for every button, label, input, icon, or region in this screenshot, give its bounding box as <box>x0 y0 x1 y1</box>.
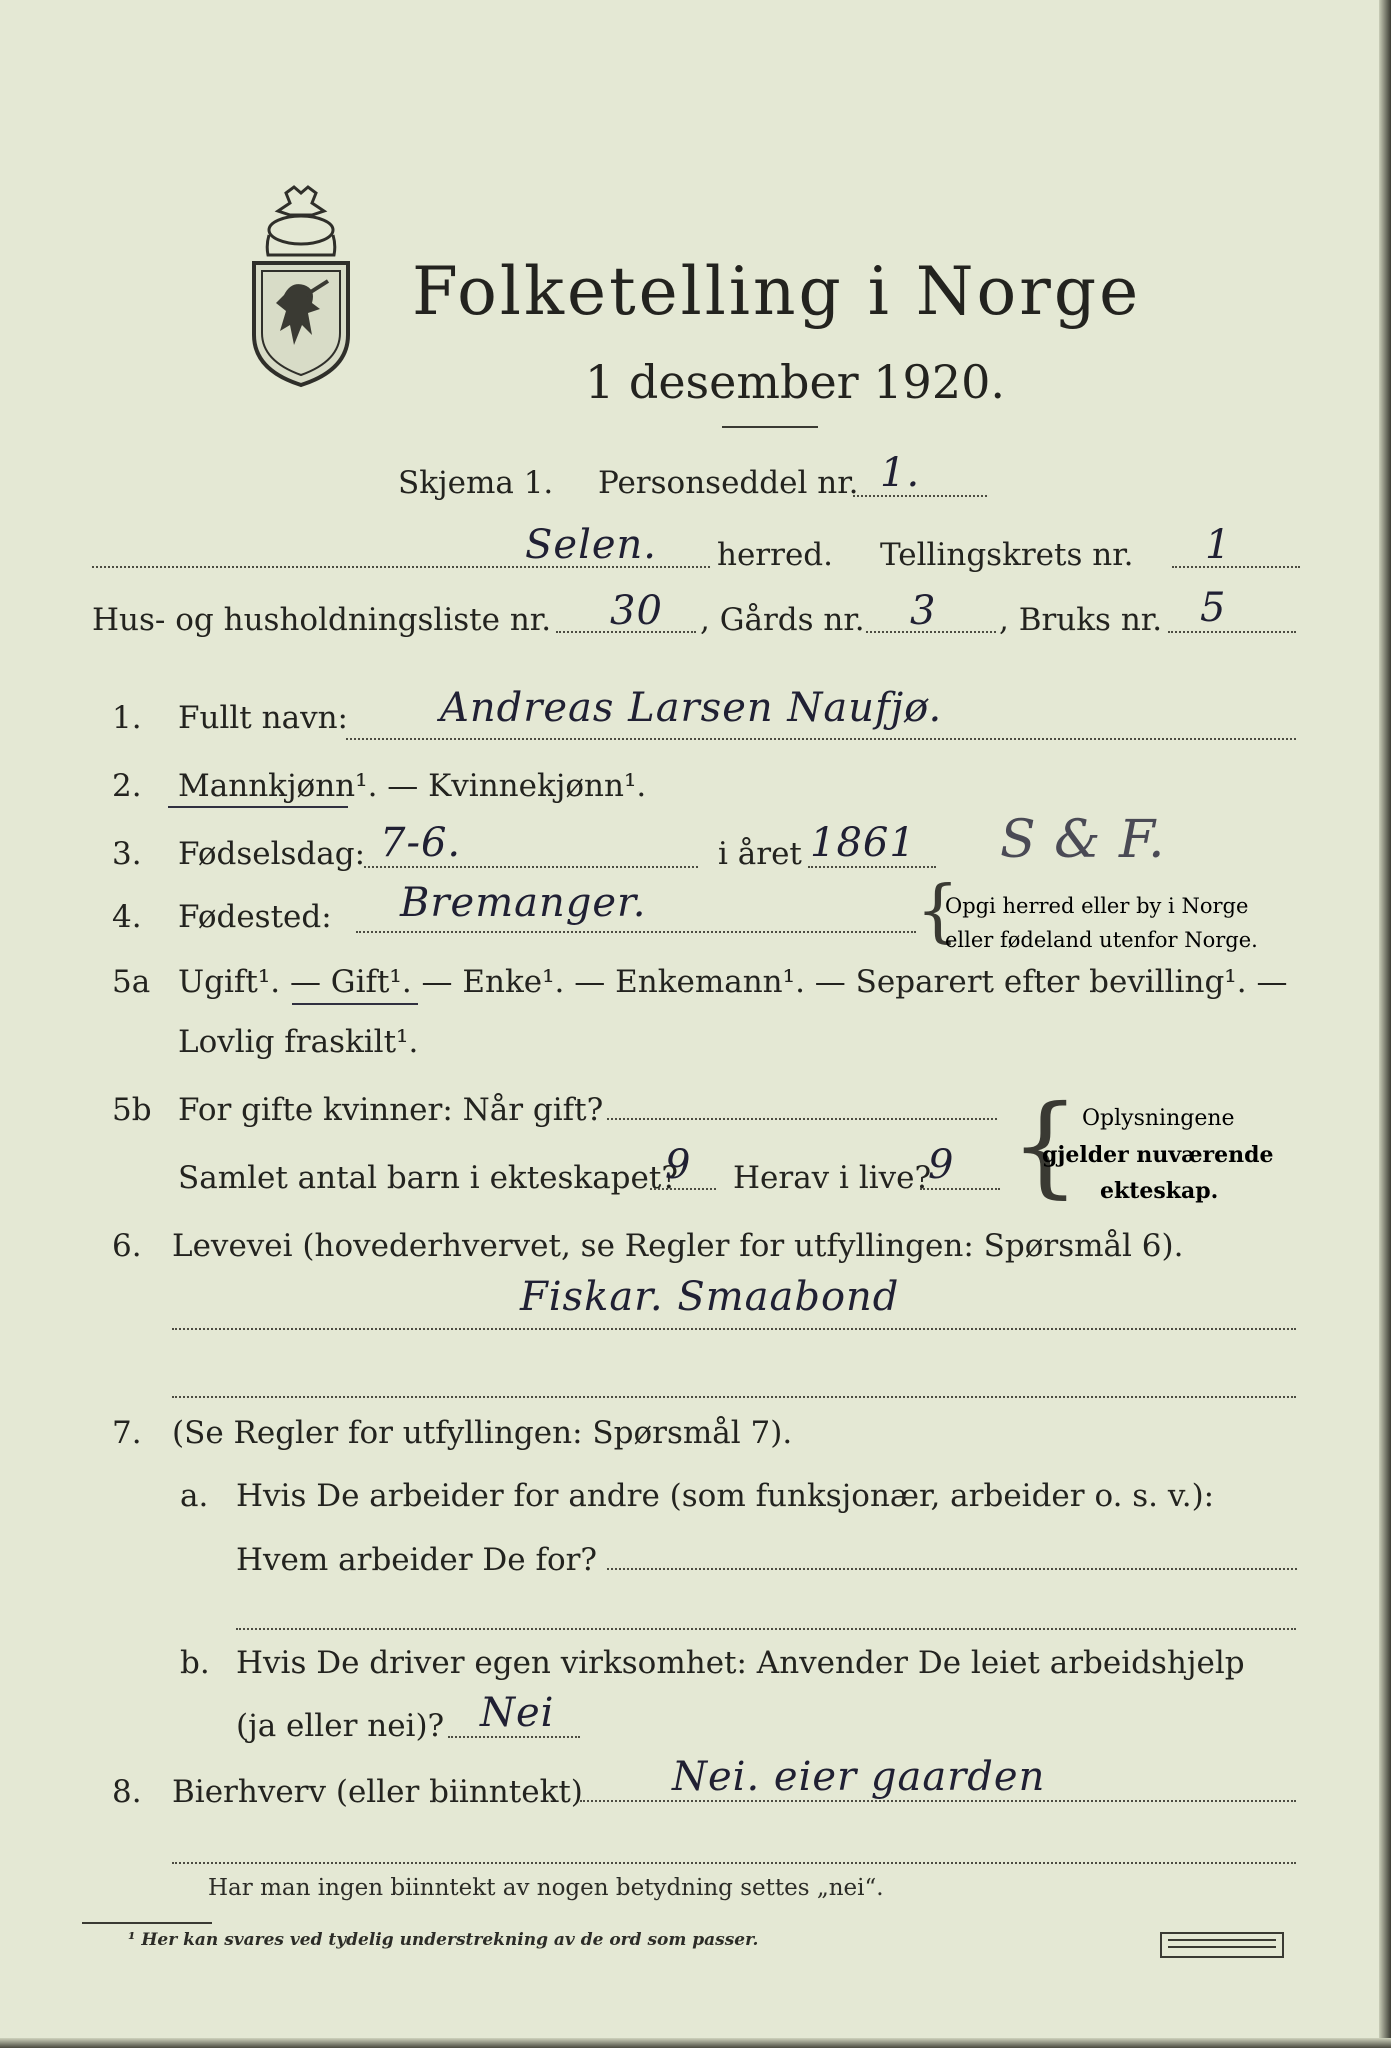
footnote: ¹ Her kan svares ved tydelig understrekning av de ord som passer. <box>128 1930 759 1950</box>
q4-number: 4. <box>112 899 142 935</box>
q7a-line <box>607 1568 1297 1570</box>
q7b-line2: (ja eller nei)? <box>236 1708 445 1744</box>
q5b-barn-label: Samlet antal barn i ekteskapet? <box>178 1160 678 1196</box>
q5a-line2: Lovlig fraskilt¹. <box>178 1024 419 1060</box>
q3-year-label: i året <box>718 836 802 872</box>
q2-underline <box>168 806 348 808</box>
q1-label: Fullt navn: <box>178 700 348 736</box>
q4-note-line2: eller fødeland utenfor Norge. <box>945 928 1258 952</box>
coat-of-arms-icon <box>246 185 356 390</box>
q5a-line1: Ugift¹. — Gift¹. — Enke¹. — Enkemann¹. — Separert efter bevilling¹. — <box>178 964 1288 1000</box>
q3-extra-note: S & F. <box>1000 810 1166 870</box>
page-edge-bottom <box>0 2038 1391 2048</box>
hus-value: 30 <box>610 588 663 634</box>
q5b-note-line3: ekteskap. <box>1100 1178 1219 1204</box>
q8-line <box>580 1800 1296 1802</box>
q3-year-value: 1861 <box>810 820 916 866</box>
biinntekt-note: Har man ingen biinntekt av nogen betydning settes „nei“. <box>208 1875 884 1901</box>
tellingskrets-value: 1 <box>1205 522 1232 568</box>
q5b-live-value: 9 <box>928 1142 955 1188</box>
printer-stamp <box>1160 1932 1284 1958</box>
q1-line <box>346 738 1296 740</box>
q5a-underline <box>292 1003 418 1005</box>
personseddel-value: 1. <box>880 450 921 496</box>
bruks-value: 5 <box>1200 585 1227 631</box>
q7-number: 7. <box>112 1415 142 1451</box>
q5b-note-line1: Oplysningene <box>1082 1106 1235 1131</box>
q7a-line-extra <box>236 1628 1296 1630</box>
q3-year-line <box>808 866 936 868</box>
title-divider <box>722 426 818 428</box>
footnote-rule <box>82 1922 212 1924</box>
q6-label: Levevei (hovederhvervet, se Regler for utfyllingen: Spørsmål 6). <box>172 1228 1184 1264</box>
q7a-line2: Hvem arbeider De for? <box>236 1542 598 1578</box>
q5a-number: 5a <box>112 964 151 1000</box>
gards-label: , Gårds nr. <box>700 602 865 638</box>
bruks-line <box>1168 631 1296 633</box>
q3-line <box>364 866 698 868</box>
q7b-line <box>448 1736 580 1738</box>
q1-value: Andreas Larsen Naufjø. <box>440 685 943 731</box>
q5b-note-line2: gjelder nuværende <box>1042 1142 1274 1168</box>
tellingskrets-line <box>1172 566 1300 568</box>
q5b-gift-line <box>607 1118 997 1120</box>
q6-line1 <box>172 1328 1296 1330</box>
tellingskrets-label: Tellingskrets nr. <box>880 537 1134 573</box>
q4-line <box>356 931 916 933</box>
skjema-label: Skjema 1. <box>398 465 554 501</box>
q5b-number: 5b <box>112 1092 152 1128</box>
q7a-line1: Hvis De arbeider for andre (som funksjonær, arbeider o. s. v.): <box>236 1478 1215 1514</box>
bruks-label: , Bruks nr. <box>999 602 1163 638</box>
q4-note-line1: Opgi herred eller by i Norge <box>945 894 1249 918</box>
q8-line2 <box>172 1862 1296 1864</box>
q8-label: Bierhverv (eller biinntekt) <box>172 1774 583 1810</box>
herred-value: Selen. <box>525 522 658 568</box>
q6-number: 6. <box>112 1228 142 1264</box>
form-title: Folketelling i Norge <box>412 253 1142 330</box>
q7a-letter: a. <box>180 1478 209 1514</box>
q8-value: Nei. eier gaarden <box>672 1754 1046 1800</box>
q6-line2 <box>172 1396 1296 1398</box>
q1-number: 1. <box>112 700 142 736</box>
q7b-line1: Hvis De driver egen virksomhet: Anvender De leiet arbeidshjelp <box>236 1645 1245 1681</box>
q5b-line1: For gifte kvinner: Når gift? <box>178 1092 604 1128</box>
q7-label: (Se Regler for utfyllingen: Spørsmål 7). <box>172 1415 793 1451</box>
q7b-value: Nei <box>480 1690 555 1736</box>
q4-value: Bremanger. <box>400 880 647 926</box>
hus-label: Hus- og husholdningsliste nr. <box>92 602 552 638</box>
q2-text: Mannkjønn¹. — Kvinnekjønn¹. <box>178 768 647 804</box>
gards-value: 3 <box>910 588 937 634</box>
q2-number: 2. <box>112 768 142 804</box>
q5b-brace: { <box>1010 1081 1080 1209</box>
q3-label: Fødselsdag: <box>178 836 366 872</box>
q5b-barn-value: 9 <box>665 1142 692 1188</box>
q4-label: Fødested: <box>178 899 332 935</box>
census-date: 1 desember 1920. <box>585 355 1005 409</box>
q4-brace: { <box>916 872 960 951</box>
q3-number: 3. <box>112 836 142 872</box>
q7b-letter: b. <box>180 1645 210 1681</box>
q6-value: Fiskar. Smaabond <box>520 1274 900 1320</box>
q3-value: 7-6. <box>380 820 462 866</box>
personseddel-label: Personseddel nr. <box>598 465 859 501</box>
q5b-live-line <box>920 1188 1000 1190</box>
page-edge-right <box>1379 0 1391 2048</box>
q5b-barn-line <box>650 1188 716 1190</box>
q8-number: 8. <box>112 1774 142 1810</box>
herred-label: herred. <box>717 537 833 573</box>
q5b-live-label: Herav i live? <box>733 1160 932 1196</box>
